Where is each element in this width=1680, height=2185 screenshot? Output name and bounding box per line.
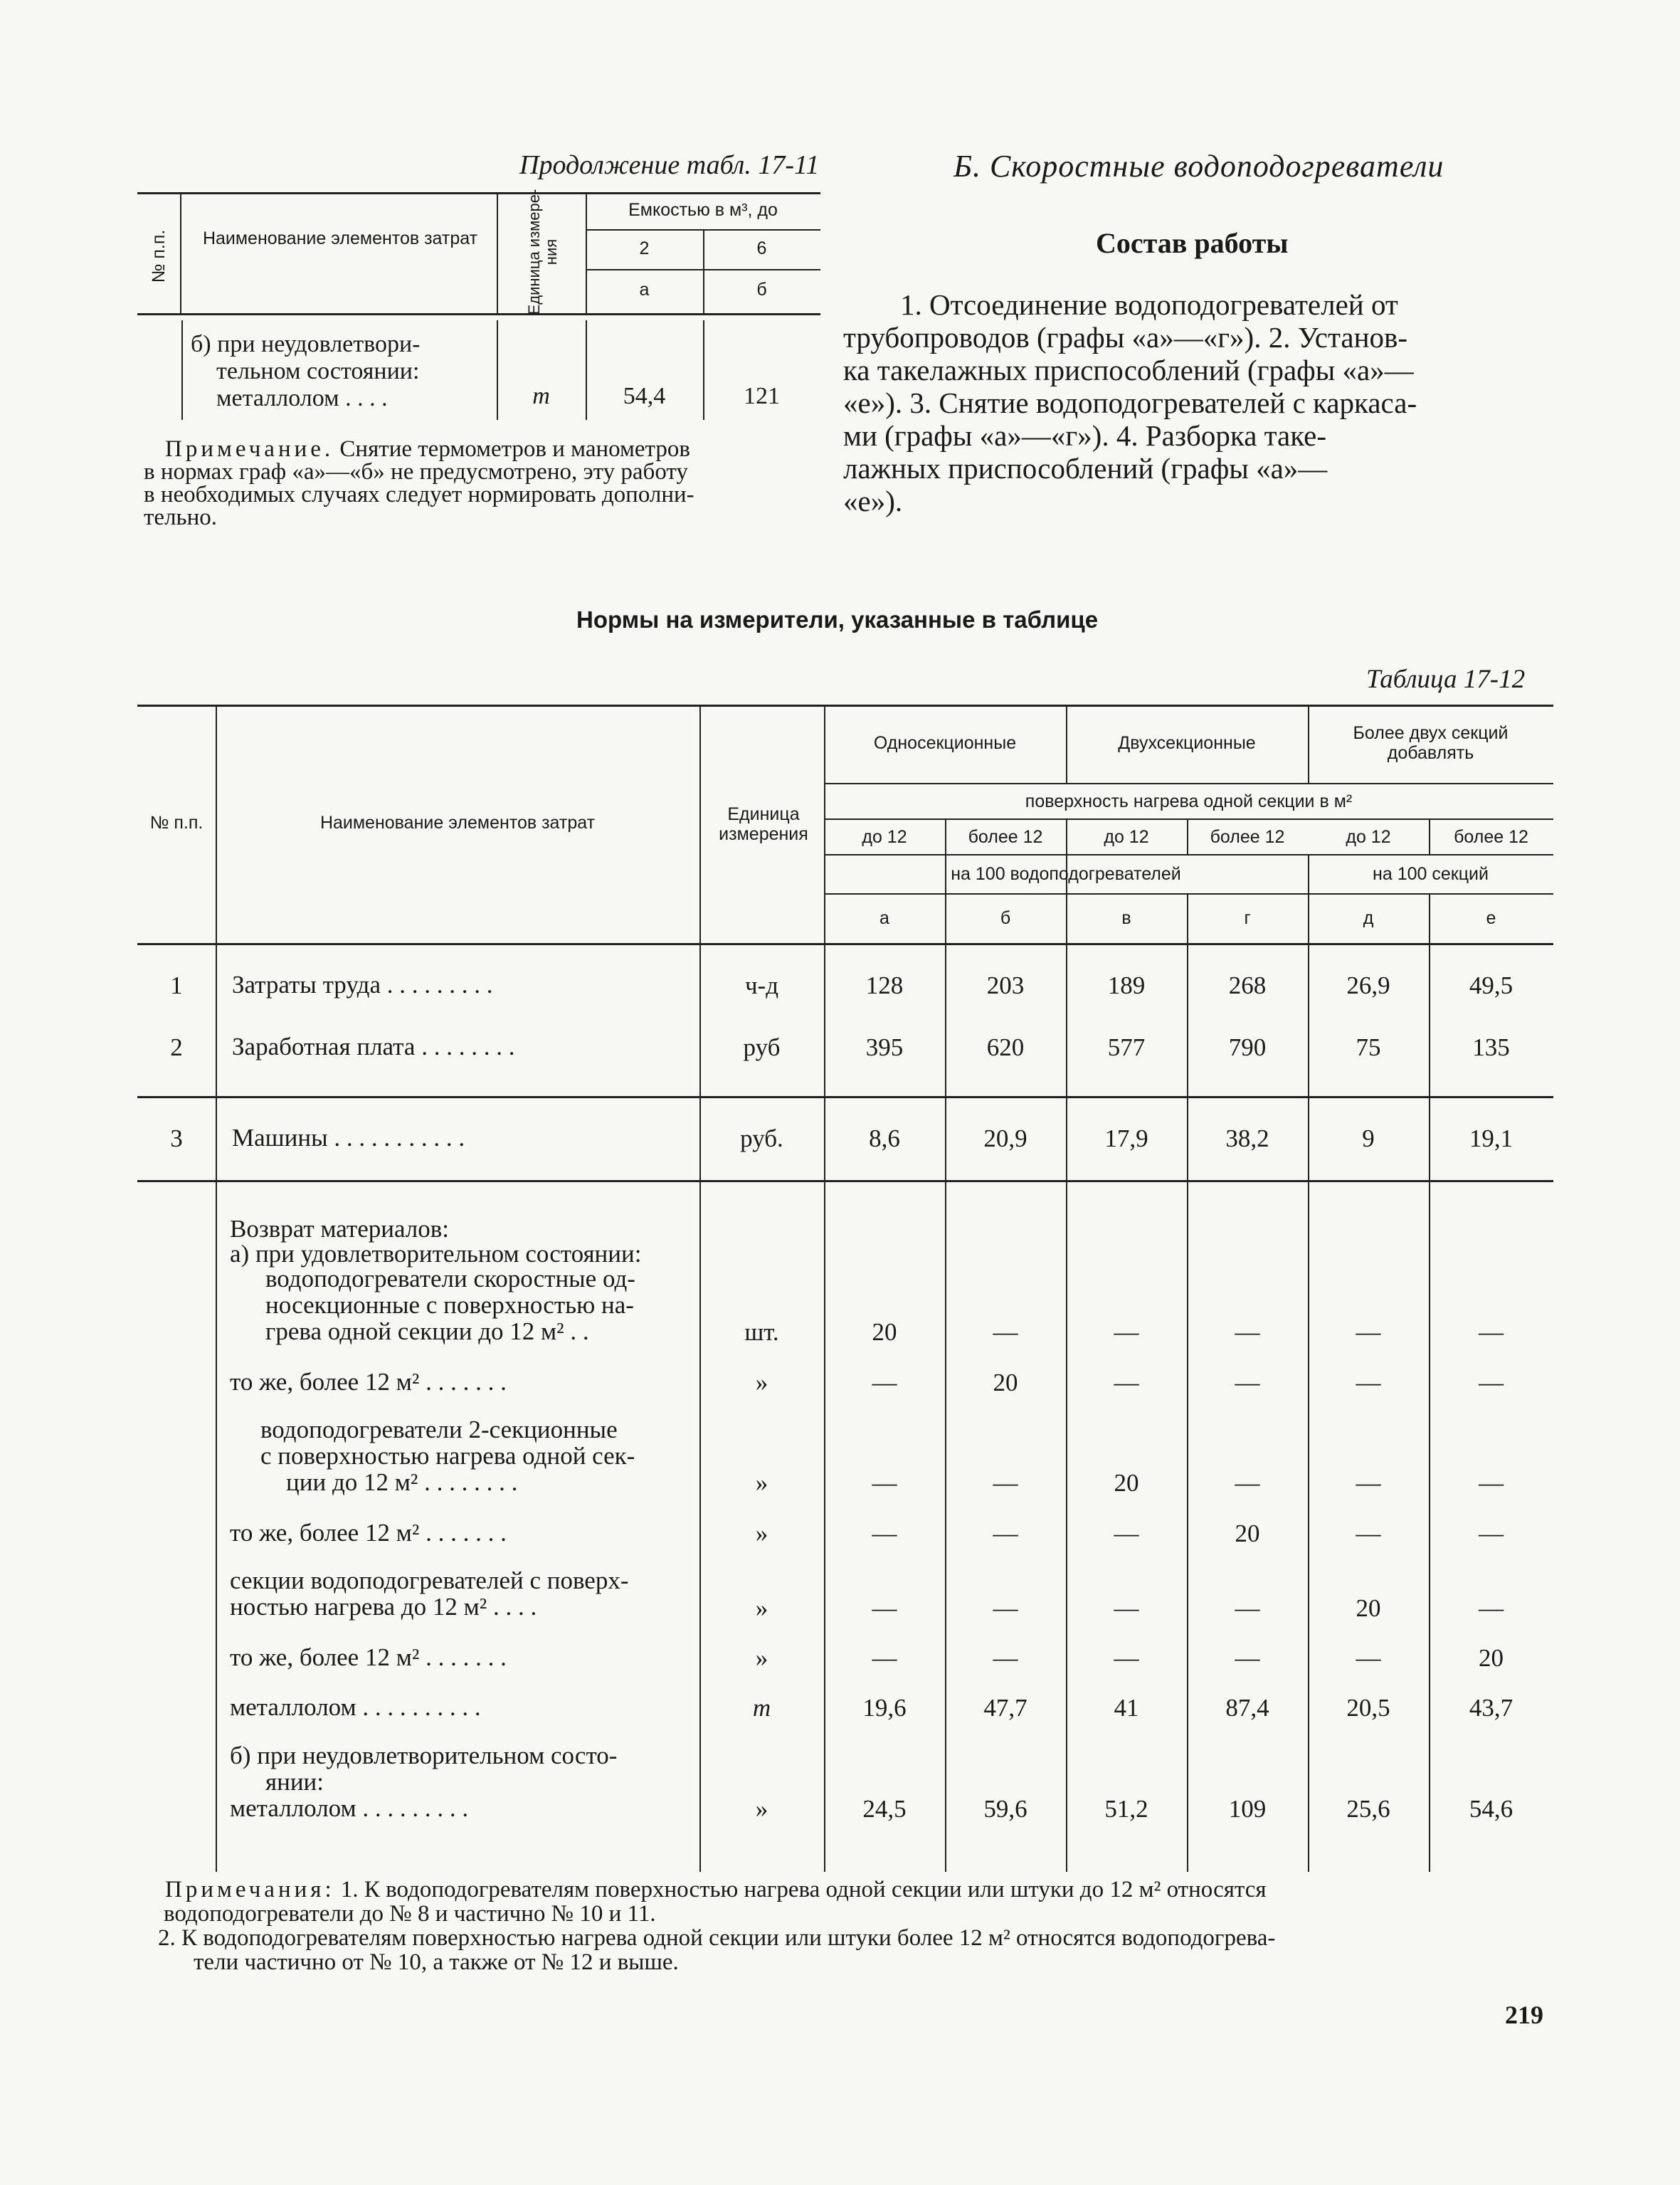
t2-letter-d: д <box>1363 908 1374 928</box>
row1-num: 1 <box>170 972 183 999</box>
mat-item3-val-e: — <box>1479 1469 1504 1497</box>
row3-unit: руб. <box>740 1125 783 1152</box>
t1-letter-b: б <box>756 280 767 300</box>
mat-item8-val-a: 24,5 <box>862 1795 907 1823</box>
row2-unit: руб <box>743 1033 781 1061</box>
mat-item4-name: то же, более 12 м² . . . . . . . <box>230 1519 507 1547</box>
norms-title: Нормы на измерители, указанные в таблице <box>576 606 1099 633</box>
row2-val-e: 135 <box>1472 1033 1510 1061</box>
mat-item1-val-a: 20 <box>872 1318 897 1346</box>
row2-val-v: 577 <box>1107 1033 1146 1061</box>
t2-header-num: № п.п. <box>149 813 204 833</box>
mat-item5-val-g: — <box>1235 1594 1260 1622</box>
table-17-12 <box>137 705 1553 1872</box>
note-1: Примечание. Снятие термометров и манометров в нормах граф «а»—«б» не предусмотрено, эту работу в необходимых случаях следует нормировать дополни- тельно. <box>144 436 694 530</box>
t1-row-name: б) при неудовлетвори- тельном состоянии: металлолом . . . . <box>191 331 421 411</box>
t1-row-value-a: 54,4 <box>623 383 666 409</box>
mat-item1-val-b: — <box>993 1318 1018 1346</box>
row2-val-a: 395 <box>865 1033 904 1061</box>
t2-range-f: более 12 <box>1454 827 1528 847</box>
table-caption: Таблица 17-12 <box>1366 665 1526 694</box>
row1-unit: ч-д <box>744 972 779 999</box>
mat-item4-val-v: — <box>1114 1520 1139 1547</box>
mat-item2-val-g: — <box>1235 1369 1260 1396</box>
row1-val-e: 49,5 <box>1469 972 1513 999</box>
mat-item3-val-g: — <box>1235 1469 1260 1497</box>
mat-item4-unit: » <box>755 1520 768 1547</box>
mat-item6-unit: » <box>755 1644 768 1672</box>
table-17-11-continuation <box>137 189 820 427</box>
t1-row-unit: т <box>532 383 550 409</box>
mat-item5-val-d: 20 <box>1356 1594 1381 1622</box>
mat-item7-val-a: 19,6 <box>862 1694 907 1722</box>
mat-item2-unit: » <box>755 1369 768 1396</box>
mat-item6-val-a: — <box>872 1644 897 1672</box>
mat-item6-val-b: — <box>993 1644 1018 1672</box>
row2-num: 2 <box>170 1033 183 1061</box>
t2-range-c: до 12 <box>1104 827 1149 847</box>
mat-item5-val-b: — <box>993 1594 1018 1622</box>
mat-item3-unit: » <box>755 1469 768 1497</box>
section-b-title: Б. Скоростные водоподогреватели <box>953 149 1444 184</box>
section-b-subtitle: Состав работы <box>1096 227 1289 259</box>
mat-item5-val-a: — <box>872 1594 897 1622</box>
mat-item7-val-v: 41 <box>1114 1694 1139 1722</box>
t2-header-name: Наименование элементов затрат <box>319 813 596 833</box>
mat-item5-val-v: — <box>1114 1594 1139 1622</box>
page-number: 219 <box>1505 2001 1543 2029</box>
t2-range-b: более 12 <box>968 827 1043 847</box>
row1-val-v: 189 <box>1107 972 1146 999</box>
mat-item5-val-e: — <box>1479 1594 1504 1622</box>
mat-item8-unit: » <box>755 1795 768 1823</box>
materials-sub-a: а) при удовлетворительном состоянии: <box>230 1240 642 1268</box>
row2-val-d: 75 <box>1356 1033 1381 1061</box>
mat-item2-val-b: 20 <box>993 1369 1018 1396</box>
row3-val-g: 38,2 <box>1225 1125 1269 1152</box>
mat-item1-val-e: — <box>1479 1318 1504 1346</box>
t2-range-e: до 12 <box>1346 827 1391 847</box>
mat-item8-name: б) при неудовлетворительном состо- янии: металлолом . . . . . . . . . <box>230 1742 618 1822</box>
mat-item2-name: то же, более 12 м² . . . . . . . <box>230 1368 507 1396</box>
mat-item8-val-b: 59,6 <box>983 1795 1027 1823</box>
mat-item3-val-v: 20 <box>1114 1469 1139 1497</box>
row2-val-g: 790 <box>1228 1033 1267 1061</box>
mat-item3-val-d: — <box>1356 1469 1381 1497</box>
t2-group-1: Односекционные <box>873 733 1017 753</box>
t2-letter-g: г <box>1244 908 1251 928</box>
row1-val-d: 26,9 <box>1346 972 1390 999</box>
row1-val-a: 128 <box>865 972 904 999</box>
t2-header-unit: Единица измерения <box>719 804 808 844</box>
row1-val-g: 268 <box>1228 972 1267 999</box>
mat-item1-val-d: — <box>1356 1318 1381 1346</box>
mat-item7-val-e: 43,7 <box>1469 1694 1513 1722</box>
row3-num: 3 <box>170 1125 183 1152</box>
mat-item5-unit: » <box>755 1594 768 1622</box>
mat-item6-val-d: — <box>1356 1644 1381 1672</box>
t1-header-capacity: Емкостью в м³, до <box>628 200 778 220</box>
mat-item8-val-e: 54,6 <box>1469 1795 1513 1823</box>
t1-header-name: Наименование элементов затрат <box>202 228 478 248</box>
mat-item8-val-g: 109 <box>1228 1795 1267 1823</box>
row3-val-v: 17,9 <box>1104 1125 1148 1152</box>
mat-item1-val-g: — <box>1235 1318 1260 1346</box>
mat-item8-val-v: 51,2 <box>1104 1795 1148 1823</box>
mat-item6-val-g: — <box>1235 1644 1260 1672</box>
row2-name: Заработная плата . . . . . . . . <box>232 1033 515 1060</box>
row3-val-d: 9 <box>1362 1125 1375 1152</box>
t2-range-d: более 12 <box>1210 827 1285 847</box>
mat-item2-val-a: — <box>872 1369 897 1396</box>
row3-val-a: 8,6 <box>869 1125 900 1152</box>
mat-item2-val-e: — <box>1479 1369 1504 1396</box>
mat-item6-name: то же, более 12 м² . . . . . . . <box>230 1643 507 1671</box>
t1-header-num: № п.п. <box>149 229 169 283</box>
mat-item7-name: металлолом . . . . . . . . . . <box>230 1693 481 1721</box>
row1-name: Затраты труда . . . . . . . . . <box>232 971 493 999</box>
mat-item7-val-d: 20,5 <box>1346 1694 1390 1722</box>
mat-item7-val-g: 87,4 <box>1225 1694 1269 1722</box>
section-b-text: 1. Отсоединение водоподогревателей от трубопроводов (графы «а»—«г»). 2. Установ- ка такелажных приспособлений (графы «а»— «е»). 3. Снятие водоподогревателей с каркаса- ми (графы «а»—«г»). 4. Разборка таке- лажных приспособлений (графы «а»— «е»). <box>843 288 1417 517</box>
t2-letter-e: е <box>1486 908 1496 928</box>
mat-item3-val-b: — <box>993 1469 1018 1497</box>
notes-2: Примечания: 1. К водоподогревателям поверхностью нагрева одной секции или штуки до 12 м² относятся водоподогреватели до № 8 и частично № 10 и 11. 2. К водоподогревателям поверхностью нагрева одной секции или штуки более 12 м² относятся водоподогрева- тели частично от № 10, а также от № 12 и выше. <box>158 1877 1276 1975</box>
t2-per-100-sections: на 100 секций <box>1373 864 1489 884</box>
t2-letter-b: б <box>1000 908 1011 928</box>
t1-letter-a: а <box>639 280 650 300</box>
row1-val-b: 203 <box>986 972 1025 999</box>
mat-item7-unit: т <box>752 1694 771 1722</box>
t2-group-2: Двухсекционные <box>1118 733 1256 753</box>
t2-per-100-heaters: на 100 водоподогревателей <box>951 864 1181 884</box>
row3-name: Машины . . . . . . . . . . . <box>232 1124 465 1152</box>
t1-cap-6: 6 <box>756 238 767 258</box>
mat-item4-val-b: — <box>993 1520 1018 1547</box>
mat-item4-val-g: 20 <box>1235 1520 1260 1547</box>
mat-item6-val-e: 20 <box>1479 1644 1504 1672</box>
mat-item3-name: водоподогреватели 2-секционные с поверхностью нагрева одной сек- ции до 12 м² . . . . . . . . <box>260 1416 635 1496</box>
mat-item4-val-d: — <box>1356 1520 1381 1547</box>
mat-item1-name: водоподогреватели скоростные од- носекционные с поверхностью на- грева одной секции до 12 м² . . <box>265 1265 635 1345</box>
row3-val-b: 20,9 <box>983 1125 1027 1152</box>
row3-val-e: 19,1 <box>1469 1125 1513 1152</box>
mat-item4-val-a: — <box>872 1520 897 1547</box>
materials-title: Возврат материалов: <box>230 1215 450 1243</box>
t2-surface: поверхность нагрева одной секции в м² <box>1025 791 1353 811</box>
mat-item8-val-d: 25,6 <box>1346 1795 1390 1823</box>
t1-row-value-b: 121 <box>744 383 780 409</box>
mat-item3-val-a: — <box>872 1469 897 1497</box>
mat-item2-val-d: — <box>1356 1369 1381 1396</box>
t2-range-a: до 12 <box>862 827 907 847</box>
t2-group-3: Более двух секций добавлять <box>1353 723 1509 763</box>
mat-item5-name: секции водоподогревателей с поверх- ностью нагрева до 12 м² . . . . <box>230 1567 629 1621</box>
continuation-caption: Продолжение табл. 17-11 <box>519 150 820 180</box>
t2-letter-a: а <box>879 908 889 928</box>
row2-val-b: 620 <box>986 1033 1025 1061</box>
mat-item1-unit: шт. <box>744 1318 779 1346</box>
mat-item1-val-v: — <box>1114 1318 1139 1346</box>
mat-item4-val-e: — <box>1479 1520 1504 1547</box>
mat-item6-val-v: — <box>1114 1644 1139 1672</box>
mat-item2-val-v: — <box>1114 1369 1139 1396</box>
t1-cap-2: 2 <box>639 238 650 258</box>
mat-item7-val-b: 47,7 <box>983 1694 1027 1722</box>
t2-letter-v: в <box>1121 908 1131 928</box>
t1-header-unit: Единица измере-ния <box>525 189 560 315</box>
